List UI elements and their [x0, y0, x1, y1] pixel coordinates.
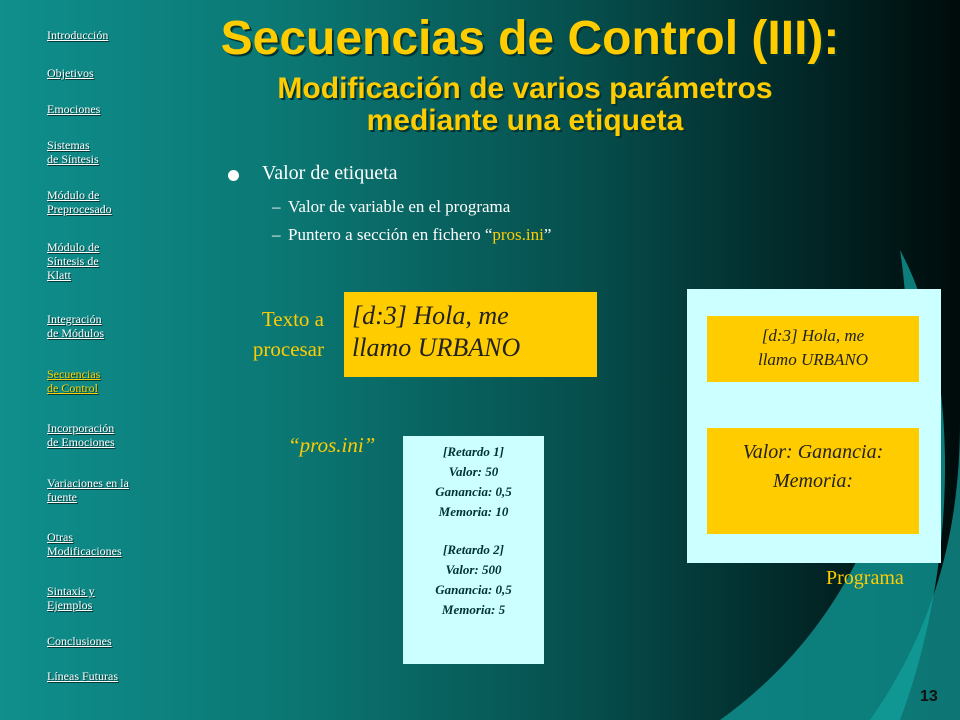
subtitle-line: mediante una etiqueta	[366, 104, 684, 137]
nav-label: de Emociones	[47, 435, 115, 449]
nav-label: Preprocesado	[47, 202, 112, 216]
page-number: 13	[920, 688, 938, 705]
label-line: procesar	[252, 337, 324, 361]
nav-label: Sintaxis y	[47, 584, 95, 598]
slide-subtitle	[200, 73, 850, 137]
pros-line: Memoria: 10	[438, 504, 509, 519]
nav-conclusiones[interactable]	[47, 634, 197, 648]
nav-label: Objetivos	[47, 66, 94, 80]
nav-label: de Síntesis	[47, 152, 99, 166]
slide-title: Secuencias de Control (III):	[220, 12, 840, 65]
program-text-line: llamo URBANO	[757, 350, 869, 369]
nav-otras-modificaciones[interactable]	[47, 530, 197, 558]
pros-line: [Retardo 1]	[442, 444, 505, 459]
pros-line: Valor: 50	[448, 464, 499, 479]
program-variables-line: Memoria:	[773, 470, 853, 492]
sub-bullet-text: ”	[543, 225, 552, 244]
nav-objetivos[interactable]	[47, 66, 197, 80]
program-text-box	[707, 316, 919, 382]
subtitle-line: Modificación de varios parámetros	[277, 72, 773, 105]
program-text-line: [d:3] Hola, me	[761, 326, 865, 345]
sub-bullet-text: Puntero a sección en fichero “	[288, 225, 493, 244]
nav-modulo-klatt[interactable]	[47, 240, 197, 282]
nav-label: Síntesis de	[47, 254, 99, 268]
label-line: Texto a	[261, 307, 324, 331]
program-variables-box	[707, 428, 919, 534]
nav-label: Líneas Futuras	[47, 669, 118, 683]
sub-bullet-1	[272, 197, 511, 217]
pros-line: Valor: 500	[445, 562, 502, 577]
nav-emociones[interactable]	[47, 102, 197, 116]
nav-label: Klatt	[47, 268, 71, 282]
sub-bullet-2	[272, 225, 552, 245]
pros-line: Ganancia: 0,5	[435, 582, 512, 597]
nav-modulo-preprocesado[interactable]	[47, 188, 197, 216]
nav-label: de Módulos	[47, 326, 104, 340]
dash-icon: –	[272, 225, 281, 244]
nav-label: Secuencias	[47, 367, 101, 381]
nav-label: de Control	[47, 381, 98, 395]
input-text-box	[344, 292, 597, 377]
nav-label: fuente	[47, 490, 77, 504]
programa-label: Programa	[826, 567, 904, 589]
nav-label: Variaciones en la	[47, 476, 129, 490]
nav-variaciones-fuente[interactable]	[47, 476, 197, 504]
nav-label: Introducción	[47, 28, 109, 42]
nav-label: Ejemplos	[47, 598, 93, 612]
pros-line: Ganancia: 0,5	[435, 484, 512, 499]
nav-label: Conclusiones	[47, 634, 112, 648]
pros-ini-file-box	[403, 436, 544, 664]
input-text-line: [d:3] Hola, me	[352, 301, 509, 330]
nav-label: Modificaciones	[47, 544, 122, 558]
pros-line: Memoria: 5	[441, 602, 506, 617]
dash-icon: –	[272, 197, 281, 216]
texto-procesar-label	[222, 304, 324, 364]
nav-label: Otras	[47, 530, 73, 544]
pros-line: [Retardo 2]	[442, 542, 505, 557]
pros-ini-label: “pros.ini”	[288, 433, 376, 457]
bullet-text: Valor de etiqueta	[262, 162, 398, 184]
nav-lineas-futuras[interactable]	[47, 669, 197, 683]
nav-label: Emociones	[47, 102, 101, 116]
nav-label: Módulo de	[47, 240, 100, 254]
nav-incorporacion-emociones[interactable]	[47, 421, 197, 449]
nav-sintaxis-ejemplos[interactable]	[47, 584, 197, 612]
nav-introduccion[interactable]	[47, 28, 197, 42]
input-text-line: llamo URBANO	[352, 333, 521, 362]
nav-integracion-modulos[interactable]	[47, 312, 197, 340]
sub-bullet-text: Valor de variable en el programa	[288, 197, 511, 216]
nav-label: Integración	[47, 312, 102, 326]
filename-highlight: pros.ini	[492, 225, 544, 244]
bullet-dot-icon	[228, 170, 239, 181]
nav-sistemas-sintesis[interactable]	[47, 138, 197, 166]
nav-label: Sistemas	[47, 138, 90, 152]
program-variables-line: Valor: Ganancia:	[742, 441, 884, 463]
nav-label: Módulo de	[47, 188, 100, 202]
nav-secuencias-control[interactable]	[47, 367, 197, 395]
nav-label: Incorporación	[47, 421, 115, 435]
